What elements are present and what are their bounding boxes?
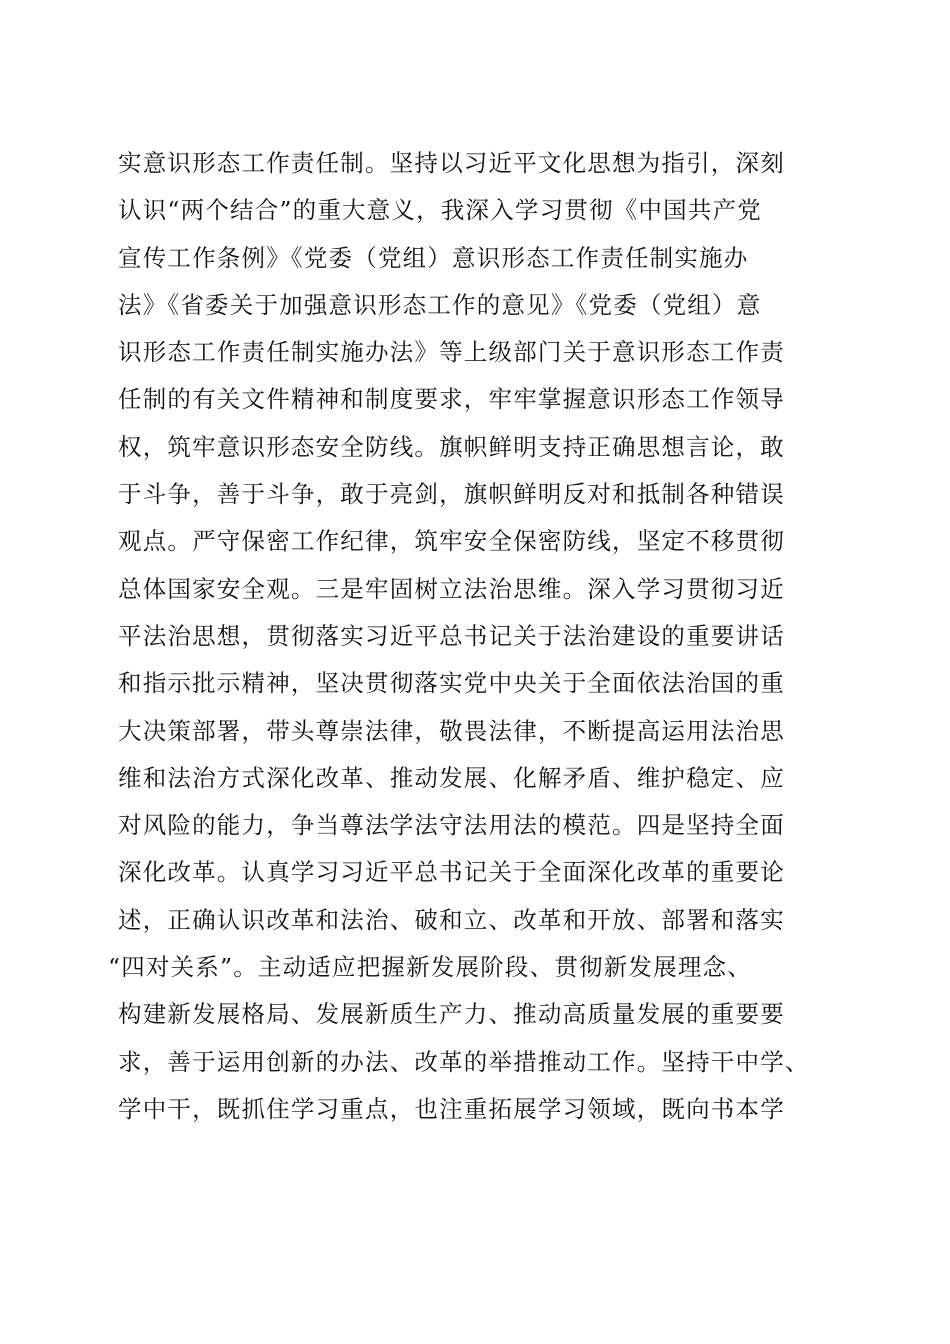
text-line: 总体国家安全观。三是牢固树立法治思维。深入学习贯彻习近 [118, 574, 785, 603]
text-line: 于斗争，善于斗争，敢于亮剑，旗帜鲜明反对和抵制各种错误 [118, 480, 785, 509]
text-line: 宣传工作条例》《党委（党组）意识形态工作责任制实施办 [118, 243, 749, 272]
text-line: “四对关系”。主动适应把握新发展阶段、贯彻新发展理念、 [108, 953, 752, 982]
text-line: 深化改革。认真学习习近平总书记关于全面深化改革的重要论 [118, 858, 785, 887]
text-line: 维和法治方式深化改革、推动发展、化解矛盾、维护稳定、应 [118, 763, 785, 792]
text-line: 学中干，既抓住学习重点，也注重拓展学习领域，既向书本学 [118, 1094, 785, 1123]
text-line: 大决策部署，带头尊崇法律，敬畏法律，不断提高运用法治思 [118, 716, 785, 745]
text-line: 法》《省委关于加强意识形态工作的意见》《党委（党组）意 [118, 290, 762, 319]
text-line: 识形态工作责任制实施办法》等上级部门关于意识形态工作责 [118, 338, 785, 367]
body-text [108, 140, 838, 1133]
text-line: 构建新发展格局、发展新质生产力、推动高质量发展的重要要 [118, 1000, 785, 1029]
text-line: 和指示批示精神，坚决贯彻落实党中央关于全面依法治国的重 [118, 669, 785, 698]
text-line: 述，正确认识改革和法治、破和立、改革和开放、部署和落实 [118, 905, 785, 934]
text-line: 求，善于运用创新的办法、改革的举措推动工作。坚持干中学、 [118, 1047, 810, 1076]
text-line: 权，筑牢意识形态安全防线。旗帜鲜明支持正确思想言论，敢 [118, 432, 785, 461]
text-line: 观点。严守保密工作纪律，筑牢安全保密防线，坚定不移贯彻 [118, 527, 785, 556]
text-line: 认识“两个结合”的重大意义，我深入学习贯彻《中国共产党 [118, 196, 762, 225]
text-line: 对风险的能力，争当尊法学法守法用法的模范。四是坚持全面 [118, 811, 785, 840]
text-line: 平法治思想，贯彻落实习近平总书记关于法治建设的重要讲话 [118, 621, 785, 650]
text-line: 实意识形态工作责任制。坚持以习近平文化思想为指引，深刻 [118, 149, 785, 177]
text-line: 任制的有关文件精神和制度要求，牢牢掌握意识形态工作领导 [118, 385, 785, 414]
